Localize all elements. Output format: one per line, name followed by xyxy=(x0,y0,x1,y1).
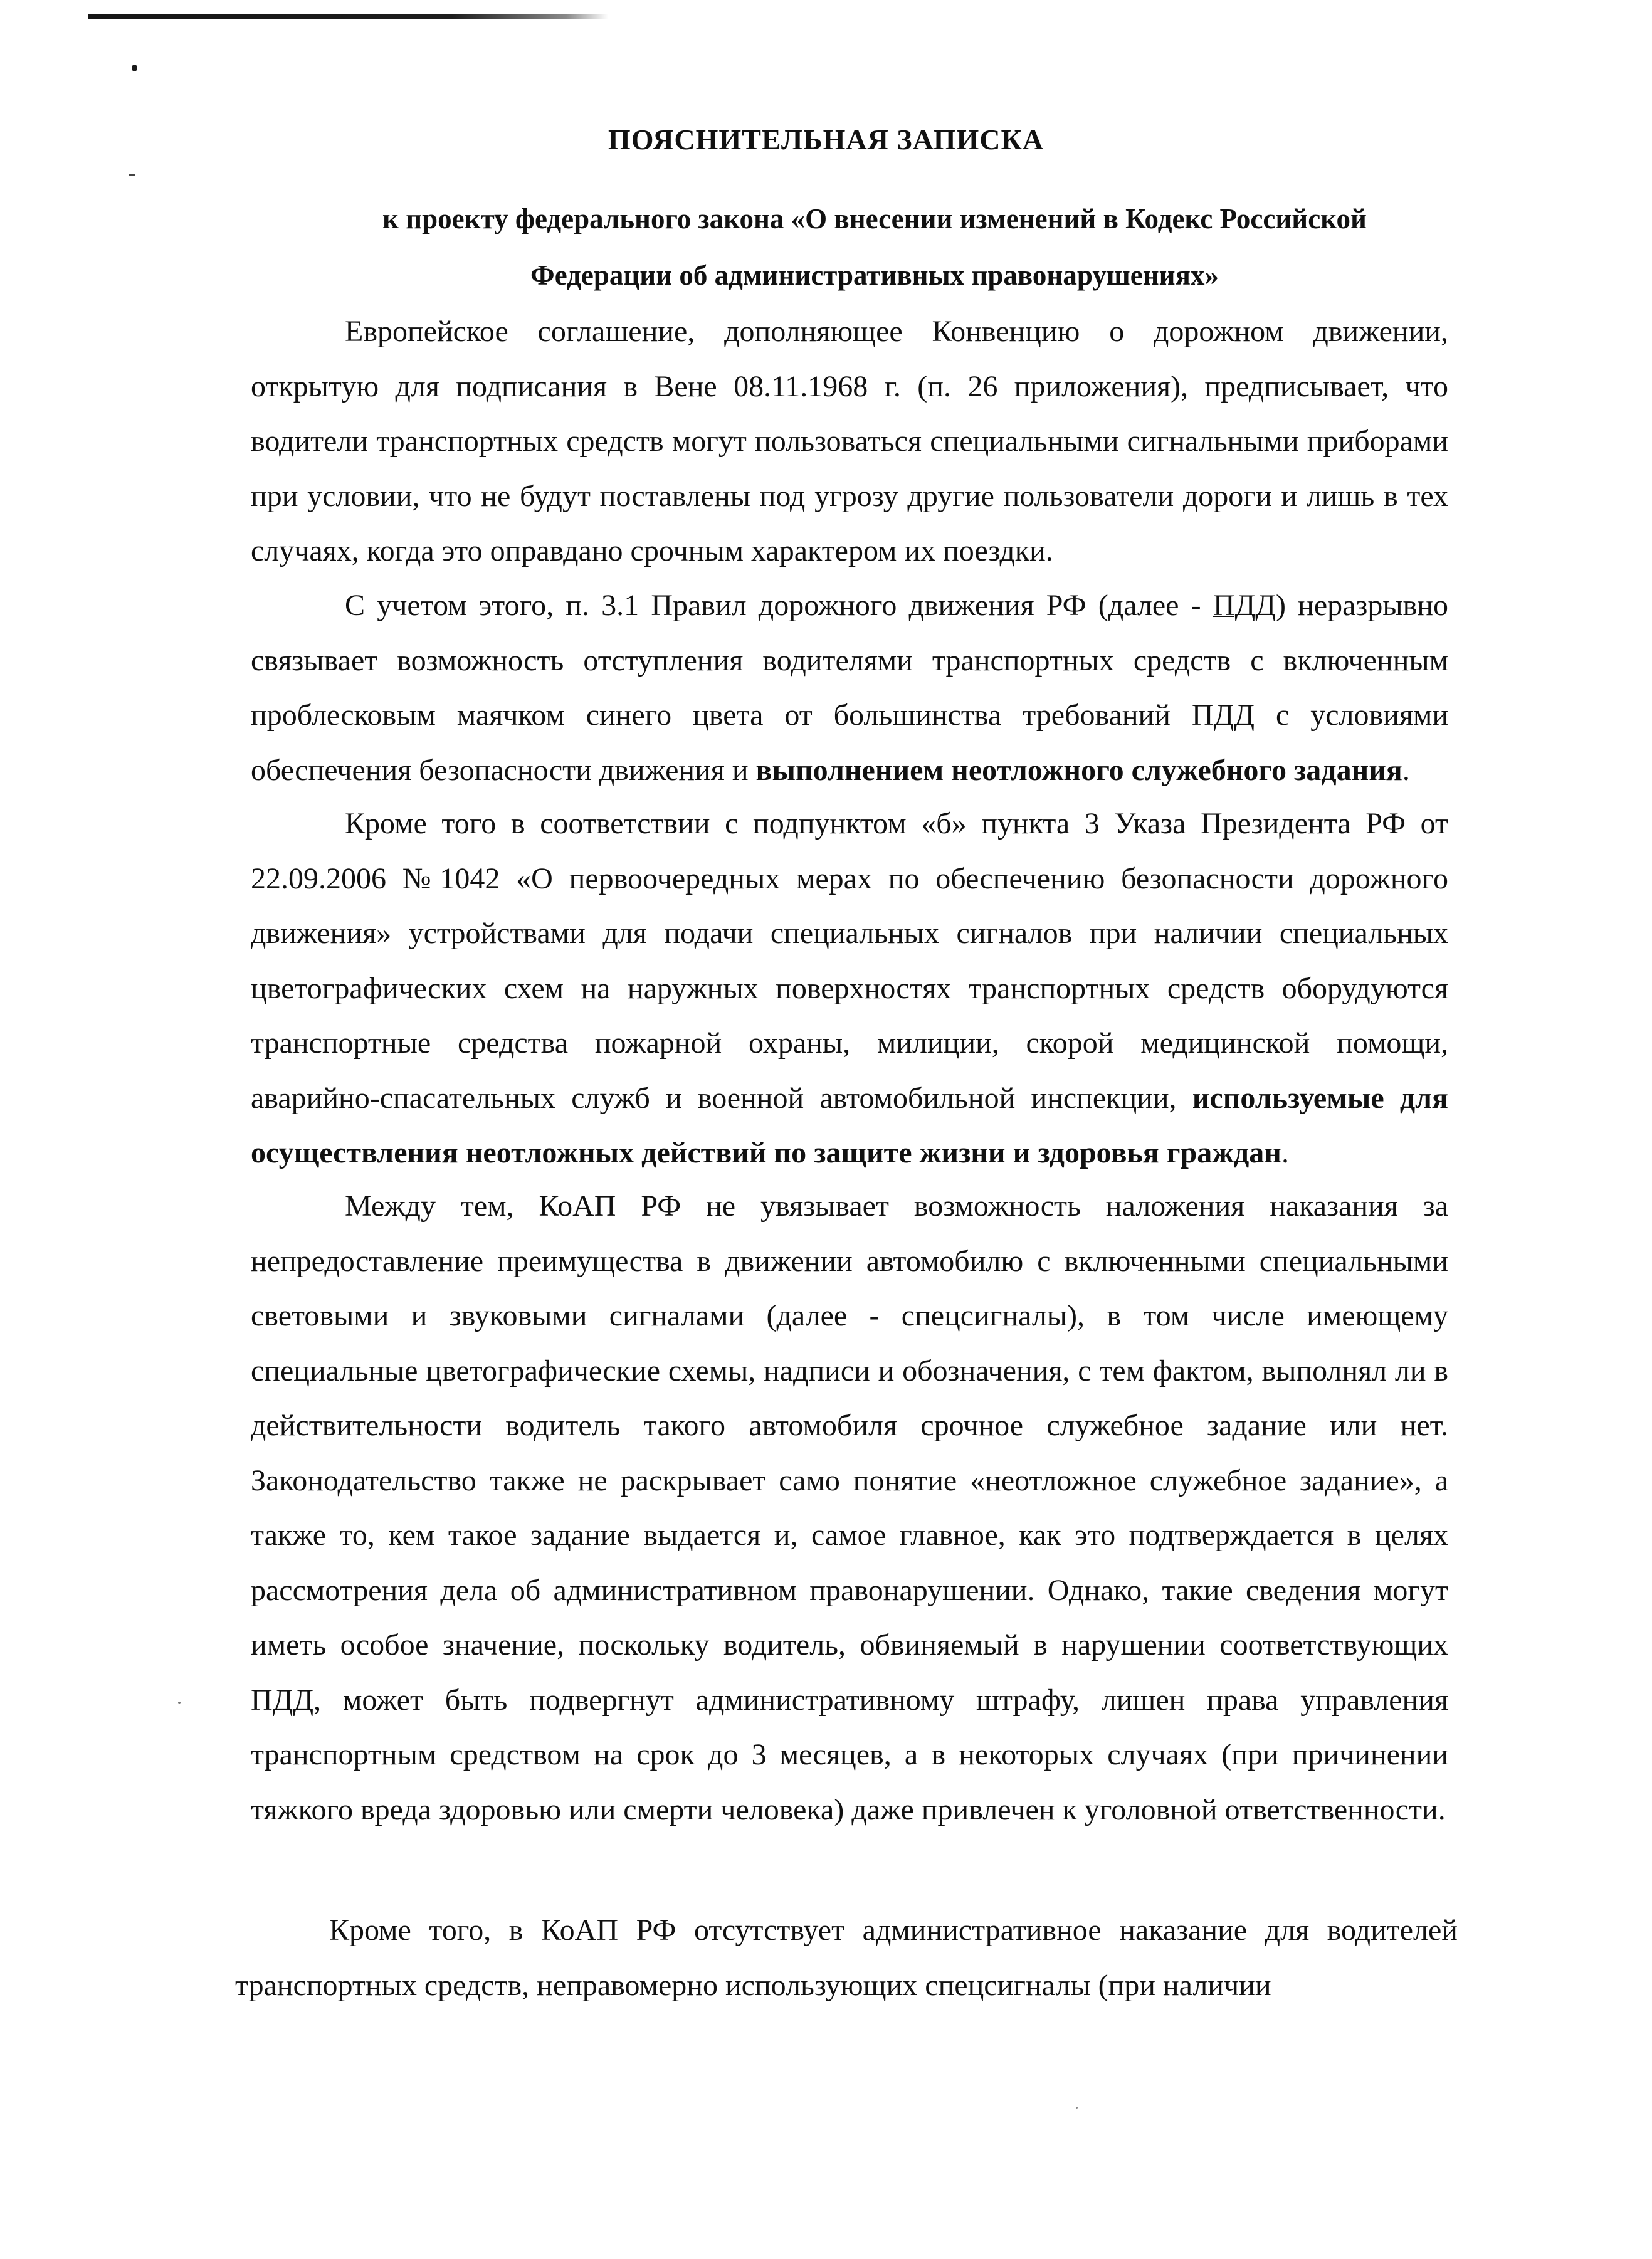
underlined-abbreviation: ПДД xyxy=(1213,589,1276,622)
paragraph-3 xyxy=(251,796,1448,1181)
paragraph-text: Кроме того в соответствии с подпунктом «б» пункта 3 Указа Президента РФ от 22.09.2006 №1042 «О первоочередных мерах по обеспечению безопасности дорожного движения» устройствами для подачи специальных сигналов при наличии специальных цветографических схем на наружных поверхностях транспортных средств оборудуются транспортные средства пожарной охраны, милиции, скорой медицинской помощи, аварийно-спасательных служб и военной автомобильной инспекции, xyxy=(251,807,1448,1115)
paragraph-5: Кроме того, в КоАП РФ отсутствует административное наказание для водителей транспортных средств, неправомерно использующих спецсигналы (при наличии xyxy=(235,1914,1458,2002)
scan-artifact-bar xyxy=(88,14,608,19)
document-title: ПОЯСНИТЕЛЬНАЯ ЗАПИСКА xyxy=(608,124,1044,155)
subtitle-line: Федерации об административных правонарушениях» xyxy=(530,260,1219,291)
paragraph-text: С учетом этого, п. 3.1 Правил дорожного движения РФ (далее - xyxy=(345,589,1213,622)
paragraph-4: Между тем, КоАП РФ не увязывает возможность наложения наказания за непредоставление преимущества в движении автомобилю с включенными специальными световыми и звуковыми сигналами (далее - спецсигналы), в том числе имеющему специальные цветографические схемы, надписи и обозначения, с тем фактом, выполнял ли в действительности водитель такого автомобиля срочное служебное задание или нет. Законодательство также не раскрывает само понятие «неотложное служебное задание», а также то, кем такое задание выдается и, самое главное, как это подтверждается в целях рассмотрения дела об административном правонарушении. Однако, такие сведения могут иметь особое значение, поскольку водитель, обвиняемый в нарушении соответствующих ПДД, может быть подвергнут административному штрафу, лишен права управления транспортным средством на срок до 3 месяцев, а в некоторых случаях (при причинении тяжкого вреда здоровью или смерти человека) даже привлечен к уголовной ответственности. xyxy=(251,1189,1448,1826)
paragraph-text: . xyxy=(1281,1136,1289,1169)
scan-artifact-dot xyxy=(132,65,137,71)
scan-artifact-tick xyxy=(129,174,135,176)
scan-artifact-speck xyxy=(178,1702,181,1704)
paragraph-text: . xyxy=(1402,753,1410,787)
document-subtitle xyxy=(263,191,1486,303)
paragraph-1: Европейское соглашение, дополняющее Конвенцию о дорожном движении, открытую для подписания в Вене 08.11.1968 г. (п. 26 приложения), предписывает, что водители транспортных средств могут пользоваться специальными сигнальными приборами при условии, что не будут поставлены под угрозу другие пользователи дороги и лишь в тех случаях, когда это оправдано срочным характером их поездки. xyxy=(251,315,1448,567)
paragraph-text: ) неразрывно связывает возможность отступления водителями транспортных средств с включенным проблесковым маячком синего цвета от большинства требований ПДД с условиями обеспечения безопасности движения и xyxy=(251,589,1448,787)
scan-artifact-speck xyxy=(1076,2107,1078,2109)
paragraph-2 xyxy=(251,578,1448,798)
subtitle-line: к проекту федерального закона «О внесении изменений в Кодекс Российской xyxy=(382,203,1367,234)
bold-emphasis: используемые для осуществления неотложных действий по защите жизни и здоровья граждан xyxy=(251,1081,1448,1169)
bold-emphasis: выполнением неотложного служебного задания xyxy=(755,753,1402,787)
